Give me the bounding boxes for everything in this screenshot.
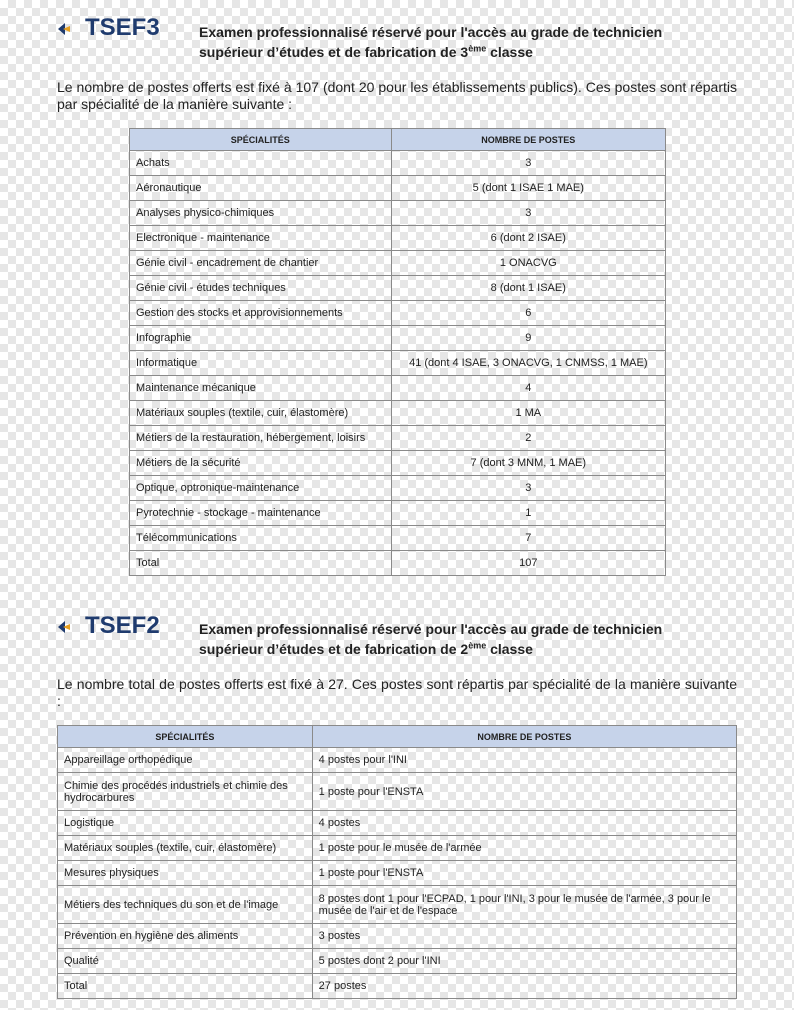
table-row bbox=[58, 811, 737, 836]
postes-cell: 1 poste pour l'ENSTA bbox=[312, 861, 736, 886]
table-row bbox=[130, 201, 666, 226]
table-row bbox=[130, 476, 666, 501]
postes-table-tsef2 bbox=[57, 725, 737, 999]
specialite-cell: Télécommunications bbox=[130, 526, 392, 551]
postes-cell: 8 (dont 1 ISAE) bbox=[391, 276, 665, 301]
postes-cell: 8 postes dont 1 pour l'ECPAD, 1 pour l'INI, 3 pour le musée de l'armée, 3 pour le musée de l'air et de l'espace bbox=[312, 886, 736, 924]
postes-cell: 1 poste pour le musée de l'armée bbox=[312, 836, 736, 861]
specialite-cell: Pyrotechnie - stockage - maintenance bbox=[130, 501, 392, 526]
postes-cell: 107 bbox=[391, 551, 665, 576]
specialite-cell: Mesures physiques bbox=[58, 861, 313, 886]
table-row bbox=[58, 924, 737, 949]
postes-cell: 3 postes bbox=[312, 924, 736, 949]
specialite-cell: Appareillage orthopédique bbox=[58, 748, 313, 773]
specialite-cell: Chimie des procédés industriels et chimie des hydrocarbures bbox=[58, 773, 313, 811]
postes-cell: 1 ONACVG bbox=[391, 251, 665, 276]
table-row bbox=[130, 326, 666, 351]
postes-cell: 3 bbox=[391, 201, 665, 226]
table-row bbox=[58, 748, 737, 773]
table-row bbox=[130, 176, 666, 201]
postes-table-tsef3 bbox=[129, 128, 666, 576]
postes-cell: 5 postes dont 2 pour l'INI bbox=[312, 949, 736, 974]
section-heading-tsef2: Examen professionnalisé réservé pour l'accès au grade de technicien supérieur d’études et de fabrication de 2ème classe bbox=[199, 621, 663, 657]
column-header-specialites: SPÉCIALITÉS bbox=[58, 726, 313, 748]
postes-cell: 1 MA bbox=[391, 401, 665, 426]
postes-cell: 6 (dont 2 ISAE) bbox=[391, 226, 665, 251]
arrow-bullet-icon bbox=[57, 22, 71, 36]
section-code-tsef2: TSEF2 bbox=[85, 612, 160, 639]
specialite-cell: Total bbox=[130, 551, 392, 576]
postes-cell: 3 bbox=[391, 476, 665, 501]
table-row bbox=[130, 526, 666, 551]
postes-cell: 4 postes pour l'INI bbox=[312, 748, 736, 773]
table-row bbox=[130, 501, 666, 526]
column-header-postes: NOMBRE DE POSTES bbox=[391, 129, 665, 151]
table-row bbox=[58, 886, 737, 924]
specialite-cell: Qualité bbox=[58, 949, 313, 974]
postes-cell: 41 (dont 4 ISAE, 3 ONACVG, 1 CNMSS, 1 MAE) bbox=[391, 351, 665, 376]
table-row bbox=[130, 451, 666, 476]
intro-paragraph-tsef3: Le nombre de postes offerts est fixé à 107 (dont 20 pour les établissements publics). Ces postes sont répartis par spécialité de la manière suivante : bbox=[57, 79, 737, 112]
postes-cell: 1 bbox=[391, 501, 665, 526]
postes-cell: 7 bbox=[391, 526, 665, 551]
specialite-cell: Logistique bbox=[58, 811, 313, 836]
specialite-cell: Métiers de la sécurité bbox=[130, 451, 392, 476]
table-row bbox=[130, 551, 666, 576]
specialite-cell: Prévention en hygiène des aliments bbox=[58, 924, 313, 949]
table-row bbox=[58, 861, 737, 886]
postes-cell: 27 postes bbox=[312, 974, 736, 999]
specialite-cell: Matériaux souples (textile, cuir, élastomère) bbox=[130, 401, 392, 426]
postes-cell: 5 (dont 1 ISAE 1 MAE) bbox=[391, 176, 665, 201]
postes-cell: 2 bbox=[391, 426, 665, 451]
arrow-bullet-icon bbox=[57, 620, 71, 634]
specialite-cell: Analyses physico-chimiques bbox=[130, 201, 392, 226]
specialite-cell: Achats bbox=[130, 151, 392, 176]
table-row bbox=[58, 836, 737, 861]
specialite-cell: Optique, optronique-maintenance bbox=[130, 476, 392, 501]
postes-cell: 6 bbox=[391, 301, 665, 326]
table-row bbox=[58, 974, 737, 999]
specialite-cell: Infographie bbox=[130, 326, 392, 351]
specialite-cell: Matériaux souples (textile, cuir, élastomère) bbox=[58, 836, 313, 861]
column-header-postes: NOMBRE DE POSTES bbox=[312, 726, 736, 748]
specialite-cell: Total bbox=[58, 974, 313, 999]
postes-cell: 9 bbox=[391, 326, 665, 351]
intro-paragraph-tsef2: Le nombre total de postes offerts est fixé à 27. Ces postes sont répartis par spécialité de la manière suivante : bbox=[57, 676, 737, 709]
table-row bbox=[130, 251, 666, 276]
section-heading-tsef3: Examen professionnalisé réservé pour l'accès au grade de technicien supérieur d’études et de fabrication de 3ème classe bbox=[199, 24, 663, 60]
specialite-cell: Génie civil - études techniques bbox=[130, 276, 392, 301]
specialite-cell: Gestion des stocks et approvisionnements bbox=[130, 301, 392, 326]
table-row bbox=[130, 376, 666, 401]
postes-cell: 4 bbox=[391, 376, 665, 401]
table-row bbox=[130, 226, 666, 251]
specialite-cell: Métiers de la restauration, hébergement, loisirs bbox=[130, 426, 392, 451]
table-row bbox=[58, 949, 737, 974]
specialite-cell: Informatique bbox=[130, 351, 392, 376]
section-code-tsef3: TSEF3 bbox=[85, 14, 160, 41]
postes-cell: 4 postes bbox=[312, 811, 736, 836]
postes-cell: 1 poste pour l'ENSTA bbox=[312, 773, 736, 811]
table-row bbox=[130, 276, 666, 301]
table-row bbox=[130, 351, 666, 376]
postes-cell: 3 bbox=[391, 151, 665, 176]
specialite-cell: Aéronautique bbox=[130, 176, 392, 201]
specialite-cell: Génie civil - encadrement de chantier bbox=[130, 251, 392, 276]
table-row bbox=[130, 401, 666, 426]
specialite-cell: Maintenance mécanique bbox=[130, 376, 392, 401]
column-header-specialites: SPÉCIALITÉS bbox=[130, 129, 392, 151]
postes-cell: 7 (dont 3 MNM, 1 MAE) bbox=[391, 451, 665, 476]
table-row bbox=[130, 151, 666, 176]
table-row bbox=[130, 301, 666, 326]
table-row bbox=[130, 426, 666, 451]
table-row bbox=[58, 773, 737, 811]
specialite-cell: Electronique - maintenance bbox=[130, 226, 392, 251]
specialite-cell: Métiers des techniques du son et de l'image bbox=[58, 886, 313, 924]
